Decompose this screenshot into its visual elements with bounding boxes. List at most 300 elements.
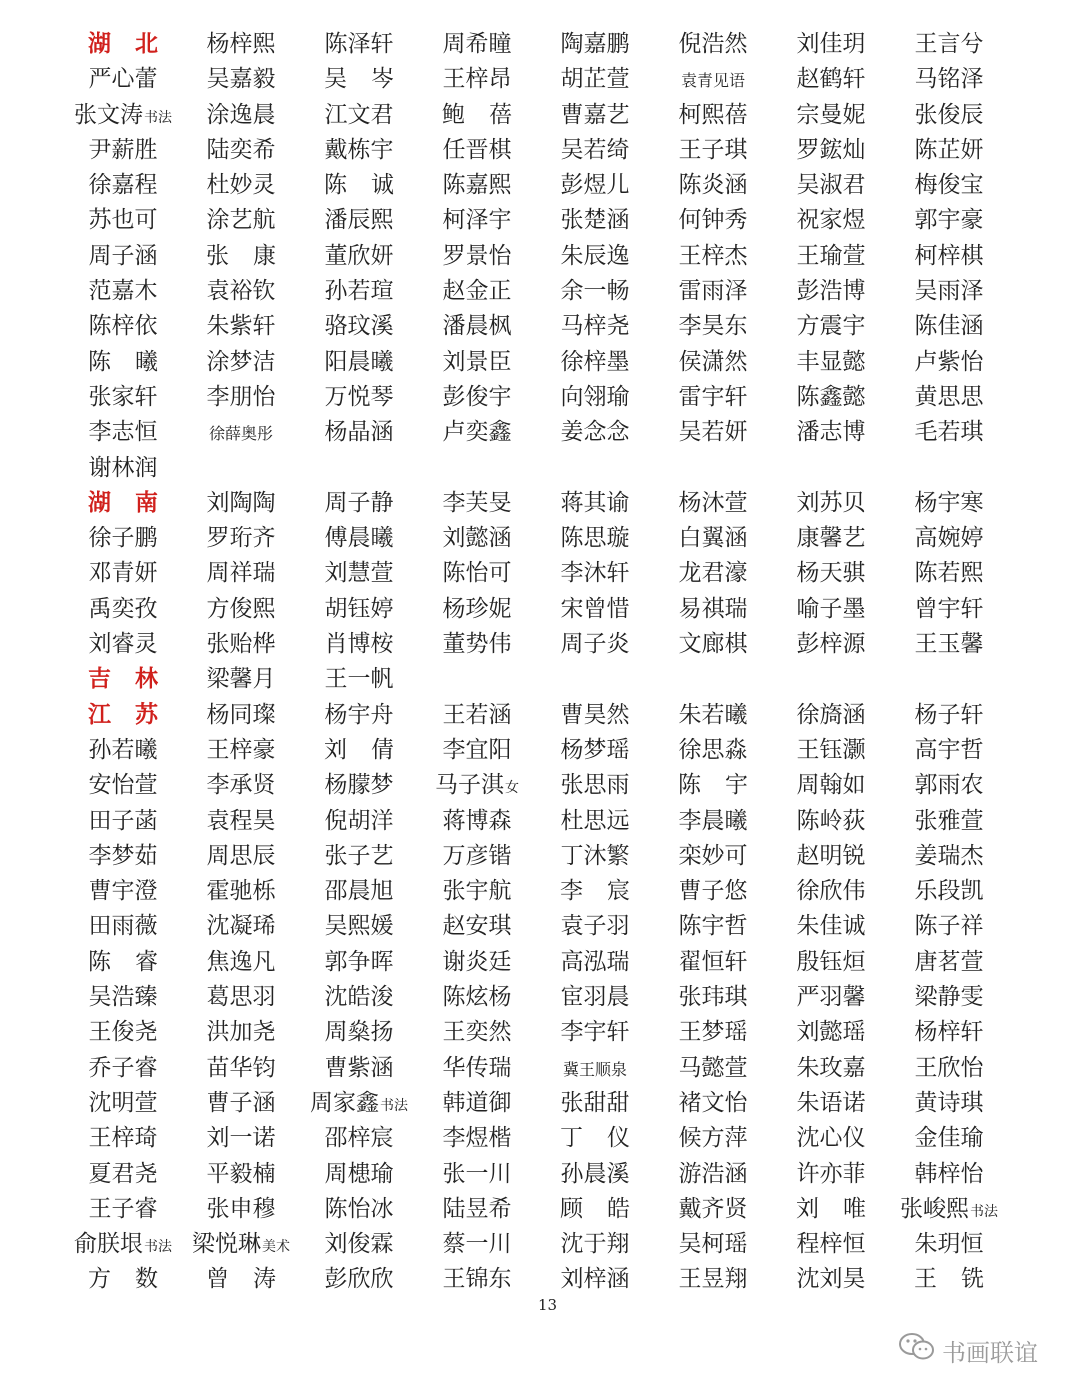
person-name: 张甜甜	[560, 1089, 630, 1116]
person-name: 蒋其谕	[560, 489, 630, 516]
name-row	[0, 273, 1080, 308]
name-cell	[874, 167, 1024, 203]
person-name: 李宇轩	[560, 1019, 630, 1046]
person-name: 安怡萱	[88, 772, 158, 799]
category-note: 书法	[144, 109, 172, 126]
person-name: 吴浩臻	[88, 984, 158, 1011]
name-row	[0, 26, 1080, 61]
person-name: 王锦东	[442, 1266, 512, 1293]
person-name: 陈宇	[678, 772, 748, 799]
person-name: 沈于翔	[560, 1231, 630, 1258]
person-name: 李芙旻	[442, 489, 512, 516]
person-name: 王铣	[914, 1266, 984, 1293]
person-name: 王玉馨	[914, 631, 984, 658]
person-name: 王梦瑶	[678, 1019, 748, 1046]
name-row	[0, 661, 1080, 696]
person-name: 梁馨月	[206, 666, 276, 693]
person-name: 方震宇	[796, 313, 866, 340]
person-name: 李沐轩	[560, 560, 630, 587]
person-name: 邵晨旭	[324, 878, 394, 905]
person-name: 刘俊霖	[324, 1231, 394, 1258]
person-name: 刘苏贝	[796, 489, 866, 516]
person-name: 褚文怡	[678, 1089, 748, 1116]
person-name: 黄思思	[914, 383, 984, 410]
person-name: 郭争晖	[324, 948, 394, 975]
person-name: 杨晶涵	[324, 419, 394, 446]
category-note: 女	[505, 780, 519, 797]
person-name: 徐梓墨	[560, 348, 630, 375]
person-name: 徐思淼	[678, 736, 748, 763]
person-name: 周祥瑞	[206, 560, 276, 587]
person-name: 董势伟	[442, 631, 512, 658]
person-name: 黄诗琪	[914, 1089, 984, 1116]
person-name: 李承贤	[206, 772, 276, 799]
person-name: 肖博桉	[324, 631, 394, 658]
person-name: 韩梓怡	[914, 1160, 984, 1187]
name-cell	[874, 626, 1024, 662]
name-cell	[874, 697, 1024, 733]
name-row	[0, 520, 1080, 555]
person-name: 葛思羽	[206, 984, 276, 1011]
name-row	[0, 167, 1080, 202]
person-name: 卢紫怡	[914, 348, 984, 375]
name-cell	[48, 450, 198, 486]
person-name: 万彦锴	[442, 842, 512, 869]
person-name: 王昱翔	[678, 1266, 748, 1293]
person-name: 刘一诺	[206, 1125, 276, 1152]
person-name: 吴若绮	[560, 136, 630, 163]
person-name: 乐段凯	[914, 878, 984, 905]
category-note: 美术	[262, 1239, 290, 1256]
person-name: 宗曼妮	[796, 101, 866, 128]
person-name: 严心蕾	[88, 66, 158, 93]
person-name: 袁程昊	[206, 807, 276, 834]
person-name: 文廊棋	[678, 631, 748, 658]
person-name: 乔子睿	[88, 1054, 158, 1081]
name-cell	[874, 379, 1024, 415]
person-name: 沈皓浚	[324, 984, 394, 1011]
person-name: 吴熙媛	[324, 913, 394, 940]
person-name: 郭雨农	[914, 772, 984, 799]
person-name: 田子菡	[88, 807, 158, 834]
person-name: 赵安琪	[442, 913, 512, 940]
person-name: 袁裕钦	[206, 278, 276, 305]
watermark	[898, 1332, 1038, 1368]
person-name: 田雨薇	[88, 913, 158, 940]
person-name: 曹子涵	[206, 1089, 276, 1116]
name-row	[0, 414, 1080, 449]
person-name: 陈怡冰	[324, 1195, 394, 1222]
name-row	[0, 1226, 1080, 1261]
person-name: 华传瑞	[442, 1054, 512, 1081]
name-cell	[874, 97, 1024, 133]
person-name: 朱辰逸	[560, 242, 630, 269]
person-name: 罗鋐灿	[796, 136, 866, 163]
person-name: 曹嘉艺	[560, 101, 630, 128]
person-name: 曹昊然	[560, 701, 630, 728]
name-row	[0, 591, 1080, 626]
person-name: 袁青见语	[680, 71, 745, 91]
person-name: 杨宇寒	[914, 489, 984, 516]
person-name: 周翰如	[796, 772, 866, 799]
person-name: 戴栋宇	[324, 136, 394, 163]
person-name: 高宇哲	[914, 736, 984, 763]
person-name: 王梓杰	[678, 242, 748, 269]
person-name: 杨子轩	[914, 701, 984, 728]
name-cell	[874, 520, 1024, 556]
name-row	[0, 626, 1080, 661]
name-cell	[874, 308, 1024, 344]
person-name: 王一帆	[324, 666, 394, 693]
name-row	[0, 979, 1080, 1014]
person-name: 徐嘉程	[88, 172, 158, 199]
name-row	[0, 344, 1080, 379]
person-name: 王若涵	[442, 701, 512, 728]
person-name: 朱佳诚	[796, 913, 866, 940]
name-row	[0, 697, 1080, 732]
person-name: 程梓恒	[796, 1231, 866, 1258]
person-name: 栾妙可	[678, 842, 748, 869]
name-cell	[874, 838, 1024, 874]
person-name: 刘唯	[796, 1195, 866, 1222]
person-name: 陈佳涵	[914, 313, 984, 340]
person-name: 董欣妍	[324, 242, 394, 269]
name-cell	[874, 1050, 1024, 1086]
person-name: 吴淑君	[796, 172, 866, 199]
person-name: 何钟秀	[678, 207, 748, 234]
person-name: 刘陶陶	[206, 489, 276, 516]
name-cell	[874, 26, 1024, 62]
person-name: 平毅楠	[206, 1160, 276, 1187]
person-name: 彭浩博	[796, 278, 866, 305]
person-name: 雷宇轩	[678, 383, 748, 410]
person-name: 周家鑫	[310, 1089, 379, 1116]
person-name: 祝家煜	[796, 207, 866, 234]
person-name: 陈炫杨	[442, 984, 512, 1011]
name-row	[0, 803, 1080, 838]
person-name: 陈芷妍	[914, 136, 984, 163]
person-name: 候方萍	[678, 1125, 748, 1152]
name-cell	[874, 1120, 1024, 1156]
person-name: 孙若瑄	[324, 278, 394, 305]
person-name: 罗景怡	[442, 242, 512, 269]
province-label: 湖南	[88, 488, 158, 516]
person-name: 周燊扬	[324, 1019, 394, 1046]
person-name: 韩道御	[442, 1089, 512, 1116]
name-cell	[874, 238, 1024, 274]
person-name: 骆玟溪	[324, 313, 394, 340]
name-cell	[874, 732, 1024, 768]
person-name: 杨梦瑶	[560, 736, 630, 763]
name-list	[0, 26, 1080, 1297]
person-name: 彭俊宇	[442, 383, 512, 410]
person-name: 陈睿	[88, 948, 158, 975]
person-name: 潘辰熙	[324, 207, 394, 234]
person-name: 朱玫嘉	[796, 1054, 866, 1081]
name-row	[0, 485, 1080, 520]
person-name: 翟恒轩	[678, 948, 748, 975]
person-name: 王俊尧	[88, 1019, 158, 1046]
name-cell	[874, 344, 1024, 380]
person-name: 侯潇然	[678, 348, 748, 375]
person-name: 陈炎涵	[678, 172, 748, 199]
person-name: 陈曦	[88, 348, 158, 375]
person-name: 冀王顺泉	[562, 1059, 627, 1079]
person-name: 曹子悠	[678, 878, 748, 905]
person-name: 李志恒	[88, 419, 158, 446]
person-name: 周子涵	[88, 242, 158, 269]
person-name: 张峻熙	[900, 1195, 969, 1222]
person-name: 李昊东	[678, 313, 748, 340]
person-name: 唐茗萱	[914, 948, 984, 975]
person-name: 蒋博森	[442, 807, 512, 834]
person-name: 刘景臣	[442, 348, 512, 375]
person-name: 易祺瑞	[678, 595, 748, 622]
person-name: 陆昱希	[442, 1195, 512, 1222]
person-name: 李梦茹	[88, 842, 158, 869]
category-note: 书法	[970, 1203, 998, 1220]
person-name: 姜瑞杰	[914, 842, 984, 869]
person-name: 吴岑	[324, 66, 394, 93]
category-note: 书法	[144, 1239, 172, 1256]
person-name: 龙君濠	[678, 560, 748, 587]
person-name: 杨朦梦	[324, 772, 394, 799]
name-row	[0, 308, 1080, 343]
person-name: 梅俊宝	[914, 172, 984, 199]
person-name: 严羽馨	[796, 984, 866, 1011]
person-name: 刘梓涵	[560, 1266, 630, 1293]
person-name: 王欣怡	[914, 1054, 984, 1081]
person-name: 许亦菲	[796, 1160, 866, 1187]
person-name: 刘慧萱	[324, 560, 394, 587]
person-name: 张一川	[442, 1160, 512, 1187]
name-cell	[874, 1014, 1024, 1050]
province-label: 湖北	[88, 30, 158, 57]
person-name: 毛若琪	[914, 419, 984, 446]
person-name: 张宇航	[442, 878, 512, 905]
person-name: 涂梦洁	[206, 348, 276, 375]
name-row	[0, 379, 1080, 414]
person-name: 张雅萱	[914, 807, 984, 834]
person-name: 周希瞳	[442, 31, 512, 57]
person-name: 殷钰烜	[796, 948, 866, 975]
person-name: 尹薪胜	[88, 136, 158, 163]
person-name: 杨珍妮	[442, 595, 512, 622]
name-cell	[874, 979, 1024, 1015]
name-cell	[874, 944, 1024, 980]
person-name: 苏也可	[88, 207, 158, 234]
person-name: 丁沐繁	[560, 842, 630, 869]
person-name: 吴嘉毅	[206, 66, 276, 93]
person-name: 孙若曦	[88, 736, 158, 763]
name-row	[0, 1191, 1080, 1226]
person-name: 余一畅	[560, 278, 630, 305]
person-name: 梁静雯	[914, 984, 984, 1011]
person-name: 刘睿灵	[88, 631, 158, 658]
person-name: 谢炎廷	[442, 948, 512, 975]
person-name: 范嘉木	[88, 278, 158, 305]
person-name: 吴雨泽	[914, 278, 984, 305]
person-name: 彭煜儿	[560, 172, 630, 199]
name-row	[0, 97, 1080, 132]
person-name: 赵金正	[442, 278, 512, 305]
name-cell	[874, 555, 1024, 591]
person-name: 李宸	[560, 878, 630, 905]
person-name: 戴齐贤	[678, 1195, 748, 1222]
person-name: 高婉婷	[914, 525, 984, 552]
name-row	[0, 908, 1080, 943]
person-name: 沈心仪	[796, 1125, 866, 1152]
person-name: 张贻桦	[206, 631, 276, 658]
person-name: 马梓尧	[560, 313, 630, 340]
person-name: 周子静	[324, 489, 394, 516]
person-name: 陈鑫懿	[796, 383, 866, 410]
name-row	[0, 838, 1080, 873]
name-row	[0, 450, 1080, 485]
name-cell	[874, 873, 1024, 909]
name-row	[0, 873, 1080, 908]
person-name: 陈思璇	[560, 525, 630, 552]
person-name: 王梓豪	[206, 736, 276, 763]
person-name: 张家轩	[88, 383, 158, 410]
person-name: 俞朕垠	[74, 1231, 143, 1258]
person-name: 江文君	[324, 101, 394, 128]
person-name: 王奕然	[442, 1019, 512, 1046]
person-name: 朱紫轩	[206, 313, 276, 340]
person-name: 康馨艺	[796, 525, 866, 552]
person-name: 张玮琪	[678, 984, 748, 1011]
person-name: 张子艺	[324, 842, 394, 869]
name-cell	[874, 1156, 1024, 1192]
person-name: 白翼涵	[678, 525, 748, 552]
person-name: 张文涛	[74, 101, 143, 128]
name-row	[0, 1085, 1080, 1120]
person-name: 陈岭荻	[796, 807, 866, 834]
name-cell	[874, 803, 1024, 839]
person-name: 邓青妍	[88, 560, 158, 587]
person-name: 王言兮	[914, 31, 984, 57]
person-name: 杨天骐	[796, 560, 866, 587]
name-row	[0, 1014, 1080, 1049]
name-row	[0, 767, 1080, 802]
name-row	[0, 238, 1080, 273]
person-name: 高泓瑞	[560, 948, 630, 975]
person-name: 陆奕希	[206, 136, 276, 163]
province-label: 吉林	[88, 665, 158, 693]
person-name: 徐薛奥彤	[208, 424, 273, 444]
person-name: 徐旖涵	[796, 701, 866, 728]
province-label: 江苏	[88, 700, 158, 728]
person-name: 周槵瑜	[324, 1160, 394, 1187]
person-name: 杜思远	[560, 807, 630, 834]
person-name: 王梓昂	[442, 66, 512, 93]
person-name: 沈明萱	[88, 1089, 158, 1116]
person-name: 柯梓棋	[914, 242, 984, 269]
wechat-icon	[898, 1332, 936, 1368]
person-name: 谢林润	[88, 454, 158, 481]
name-cell	[874, 1085, 1024, 1121]
person-name: 洪加尧	[206, 1019, 276, 1046]
name-row	[0, 1156, 1080, 1191]
name-row	[0, 1120, 1080, 1155]
person-name: 倪胡洋	[324, 807, 394, 834]
person-name: 方数	[88, 1266, 158, 1293]
name-cell	[874, 767, 1024, 803]
person-name: 夏君尧	[88, 1160, 158, 1187]
person-name: 曾涛	[206, 1266, 276, 1293]
person-name: 姜念念	[560, 419, 630, 446]
person-name: 吴若妍	[678, 419, 748, 446]
person-name: 杨宇舟	[324, 701, 394, 728]
person-name: 刘佳玥	[796, 31, 866, 57]
person-name: 王子琪	[678, 136, 748, 163]
person-name: 陈怡可	[442, 560, 512, 587]
person-name: 喻子墨	[796, 595, 866, 622]
person-name: 赵明锐	[796, 842, 866, 869]
name-row	[0, 555, 1080, 590]
person-name: 万悦琴	[324, 383, 394, 410]
person-name: 胡芷萱	[560, 66, 630, 93]
person-name: 马子淇	[435, 772, 504, 799]
person-name: 霍驰栎	[206, 878, 276, 905]
person-name: 朱语诺	[796, 1089, 866, 1116]
person-name: 张康	[206, 242, 276, 269]
person-name: 宋曾惜	[560, 595, 630, 622]
person-name: 赵鹤轩	[796, 66, 866, 93]
person-name: 彭梓源	[796, 631, 866, 658]
person-name: 李宜阳	[442, 736, 512, 763]
person-name: 邵梓宸	[324, 1125, 394, 1152]
person-name: 马懿萱	[678, 1054, 748, 1081]
person-name: 李煜楷	[442, 1125, 512, 1152]
person-name: 曾宇轩	[914, 595, 984, 622]
person-name: 徐子鹏	[88, 525, 158, 552]
person-name: 陈嘉熙	[442, 172, 512, 199]
person-name: 丰显懿	[796, 348, 866, 375]
person-name: 柯熙蓓	[678, 101, 748, 128]
name-row	[0, 132, 1080, 167]
person-name: 柯泽宇	[442, 207, 512, 234]
person-name: 梁悦琳	[192, 1231, 261, 1258]
name-cell	[874, 1191, 1024, 1230]
person-name: 杜妙灵	[206, 172, 276, 199]
person-name: 陈诚	[324, 172, 394, 199]
person-name: 陶嘉鹏	[560, 31, 630, 57]
person-name: 王梓琦	[88, 1125, 158, 1152]
name-cell	[874, 202, 1024, 238]
person-name: 彭欣欣	[324, 1266, 394, 1293]
person-name: 曹宇澄	[88, 878, 158, 905]
watermark-text: 书画联谊	[942, 1338, 1038, 1367]
person-name: 倪浩然	[678, 31, 748, 57]
person-name: 徐欣伟	[796, 878, 866, 905]
person-name: 任晋棋	[442, 136, 512, 163]
person-name: 刘懿涵	[442, 525, 512, 552]
name-cell	[874, 273, 1024, 309]
person-name: 朱玥恒	[914, 1231, 984, 1258]
person-name: 曹紫涵	[324, 1054, 394, 1081]
name-cell	[874, 132, 1024, 168]
person-name: 雷雨泽	[678, 278, 748, 305]
name-cell	[874, 485, 1024, 521]
person-name: 杨梓熙	[206, 31, 276, 57]
person-name: 阳晨曦	[324, 348, 394, 375]
person-name: 涂逸晨	[206, 101, 276, 128]
person-name: 张俊辰	[914, 101, 984, 128]
person-name: 顾皓	[560, 1195, 630, 1222]
page-number: 13	[537, 1296, 558, 1314]
person-name: 张思雨	[560, 772, 630, 799]
